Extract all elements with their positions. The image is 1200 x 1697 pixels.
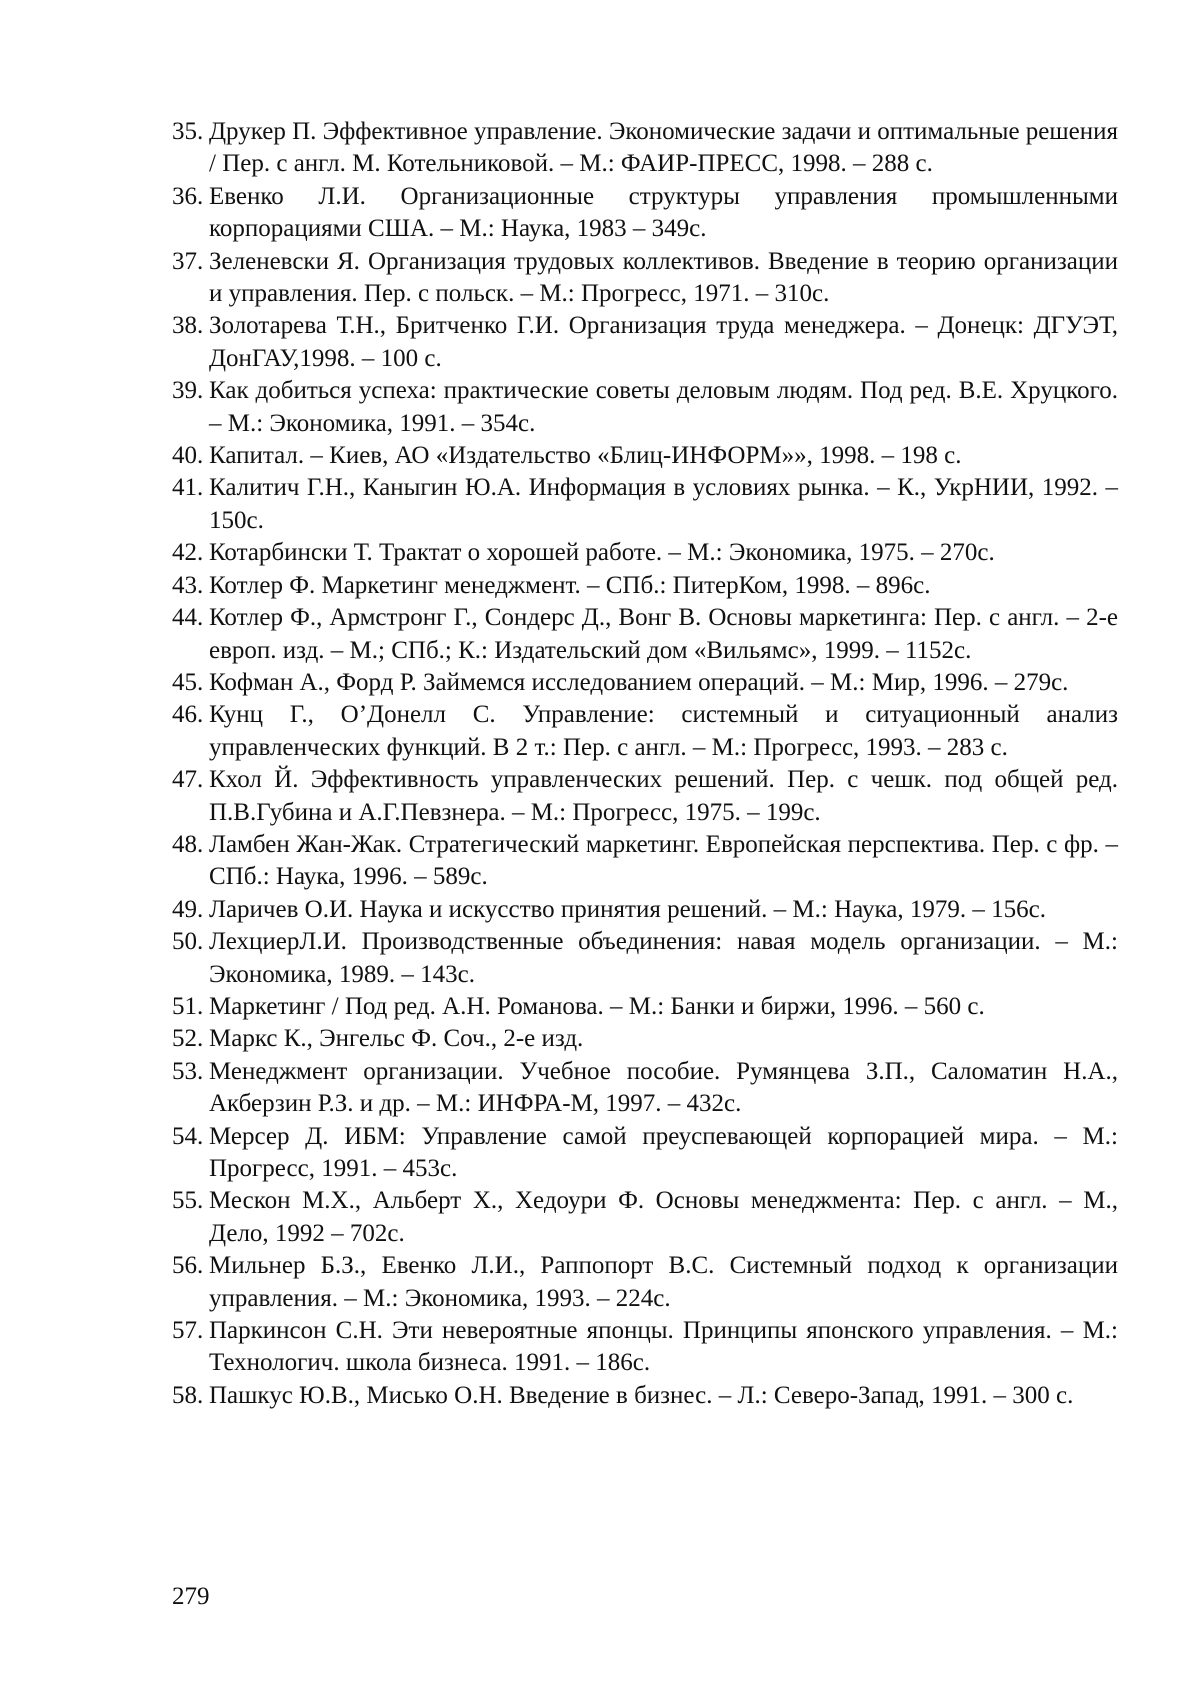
item-text: Маркс К., Энгельс Ф. Соч., 2-е изд. — [209, 1025, 584, 1053]
item-text: Мескон М.Х., Альберт Х., Хедоури Ф. Основы менеджмента: Пер. с англ. – М., Дело, 1992 – 702с. — [209, 1187, 1118, 1247]
bibliography-item — [172, 375, 1118, 440]
item-text: Паркинсон С.Н. Эти невероятные японцы. Принципы японского управления. – М.: Технологич. школа бизнеса. 1991. – 186с. — [209, 1317, 1118, 1377]
item-number: 36. — [172, 182, 204, 210]
item-text: Калитич Г.Н., Каныгин Ю.А. Информация в условиях рынка. – К., УкрНИИ, 1992. – 150с. — [209, 474, 1118, 534]
item-number: 37. — [172, 247, 204, 275]
item-number: 42. — [172, 539, 204, 567]
item-text: Маркетинг / Под ред. А.Н. Романова. – М.: Банки и биржи, 1996. – 560 с. — [209, 992, 985, 1020]
bibliography-item — [172, 310, 1118, 375]
item-number: 51. — [172, 992, 204, 1020]
page-number: 279 — [172, 1583, 210, 1610]
item-number: 48. — [172, 830, 204, 858]
item-text: Евенко Л.И. Организационные структуры управления промышленными корпорациями США. – М.: Наука, 1983 – 349с. — [209, 182, 1118, 243]
bibliography-item — [172, 1250, 1118, 1315]
item-number: 41. — [172, 474, 204, 502]
bibliography-item — [172, 1121, 1118, 1186]
bibliography-item — [172, 829, 1118, 894]
bibliography-item — [172, 472, 1118, 537]
bibliography-item — [172, 602, 1118, 667]
item-number: 43. — [172, 571, 204, 599]
item-number: 56. — [172, 1252, 204, 1280]
item-text: Золотарева Т.Н., Бритченко Г.И. Организация труда менеджера. – Донецк: ДГУЭТ, ДонГАУ,1998. – 100 с. — [209, 312, 1118, 372]
bibliography-item — [172, 246, 1118, 311]
bibliography-list — [172, 116, 1118, 1412]
item-text: Котлер Ф. Маркетинг менеджмент. – СПб.: ПитерКом, 1998. – 896с. — [209, 571, 931, 599]
item-text: Менеджмент организации. Учебное пособие. Румянцева З.П., Саломатин Н.А., Акберзин Р.З. и др. – М.: ИНФРА-М, 1997. – 432с. — [209, 1057, 1118, 1118]
item-text: Пашкус Ю.В., Мисько О.Н. Введение в бизнес. – Л.: Северо-Запад, 1991. – 300 с. — [209, 1381, 1074, 1409]
item-number: 40. — [172, 442, 204, 470]
item-number: 46. — [172, 701, 204, 729]
item-number: 50. — [172, 928, 204, 956]
bibliography-item — [172, 537, 1118, 569]
bibliography-item — [172, 764, 1118, 829]
item-text: Котарбински Т. Трактат о хорошей работе. – М.: Экономика, 1975. – 270с. — [209, 539, 995, 567]
item-text: Ларичев О.И. Наука и искусство принятия решений. – М.: Наука, 1979. – 156с. — [209, 895, 1046, 923]
bibliography-item — [172, 926, 1118, 991]
item-number: 39. — [172, 377, 204, 405]
item-text: Ламбен Жан-Жак. Стратегический маркетинг. Европейская перспектива. Пер. с фр. – СПб.: Наука, 1996. – 589с. — [209, 830, 1118, 891]
bibliography-item — [172, 894, 1118, 926]
bibliography-item — [172, 991, 1118, 1023]
item-text: Кофман А., Форд Р. Займемся исследованием операций. – М.: Мир, 1996. – 279с. — [209, 668, 1069, 696]
item-number: 57. — [172, 1317, 204, 1345]
item-number: 45. — [172, 668, 204, 696]
item-text: Кунц Г., О’Донелл С. Управление: системный и ситуационный анализ управленческих функций. В 2 т.: Пер. с англ. – М.: Прогресс, 1993. – 283 с. — [209, 701, 1118, 761]
bibliography-item — [172, 181, 1118, 246]
item-text: Мерсер Д. ИБМ: Управление самой преуспевающей корпорацией мира. – М.: Прогресс, 1991. – 453с. — [209, 1122, 1118, 1182]
item-number: 58. — [172, 1381, 204, 1409]
item-text: Кхол Й. Эффективность управленческих решений. Пер. с чешк. под общей ред. П.В.Губина и А.Г.Певзнера. – М.: Прогресс, 1975. – 199с. — [209, 766, 1118, 826]
item-number: 38. — [172, 312, 204, 340]
item-number: 35. — [172, 118, 204, 145]
item-text: Мильнер Б.З., Евенко Л.И., Раппопорт В.С. Системный подход к организации управления. – М.: Экономика, 1993. – 224с. — [209, 1252, 1118, 1312]
item-number: 54. — [172, 1122, 204, 1150]
item-text: Зеленевски Я. Организация трудовых коллективов. Введение в теорию организации и управления. Пер. с польск. – М.: Прогресс, 1971. – 310с. — [209, 247, 1118, 308]
item-number: 53. — [172, 1057, 204, 1085]
item-number: 49. — [172, 895, 204, 923]
item-text: Капитал. – Киев, АО «Издательство «Блиц-ИНФОРМ»», 1998. – 198 с. — [209, 442, 962, 470]
bibliography-item — [172, 1056, 1118, 1121]
bibliography-item — [172, 1315, 1118, 1380]
item-text: Котлер Ф., Армстронг Г., Сондерс Д., Вонг В. Основы маркетинга: Пер. с англ. – 2-е европ. изд. – М.; СПб.; К.: Издательский дом «Вильямс», 1999. – 1152с. — [209, 604, 1118, 664]
bibliography-item — [172, 1380, 1118, 1412]
item-number: 55. — [172, 1187, 204, 1215]
bibliography-item — [172, 667, 1118, 699]
item-text: Как добиться успеха: практические советы деловым людям. Под ред. В.Е. Хруцкого. – М.: Экономика, 1991. – 354с. — [209, 377, 1118, 437]
item-number: 52. — [172, 1025, 204, 1053]
item-number: 44. — [172, 604, 204, 632]
bibliography-item — [172, 116, 1118, 181]
bibliography-item — [172, 699, 1118, 764]
bibliography-item — [172, 440, 1118, 472]
item-text: ЛехциерЛ.И. Производственные объединения: навая модель организации. – М.: Экономика, 1989. – 143с. — [209, 928, 1118, 988]
bibliography-item — [172, 1023, 1118, 1055]
item-text: Друкер П. Эффективное управление. Экономические задачи и оптимальные решения / Пер. с англ. М. Котельниковой. – М.: ФАИР-ПРЕСС, 1998. – 288 с. — [209, 118, 1118, 178]
bibliography-item — [172, 1185, 1118, 1250]
item-number: 47. — [172, 766, 204, 794]
bibliography-item — [172, 570, 1118, 602]
